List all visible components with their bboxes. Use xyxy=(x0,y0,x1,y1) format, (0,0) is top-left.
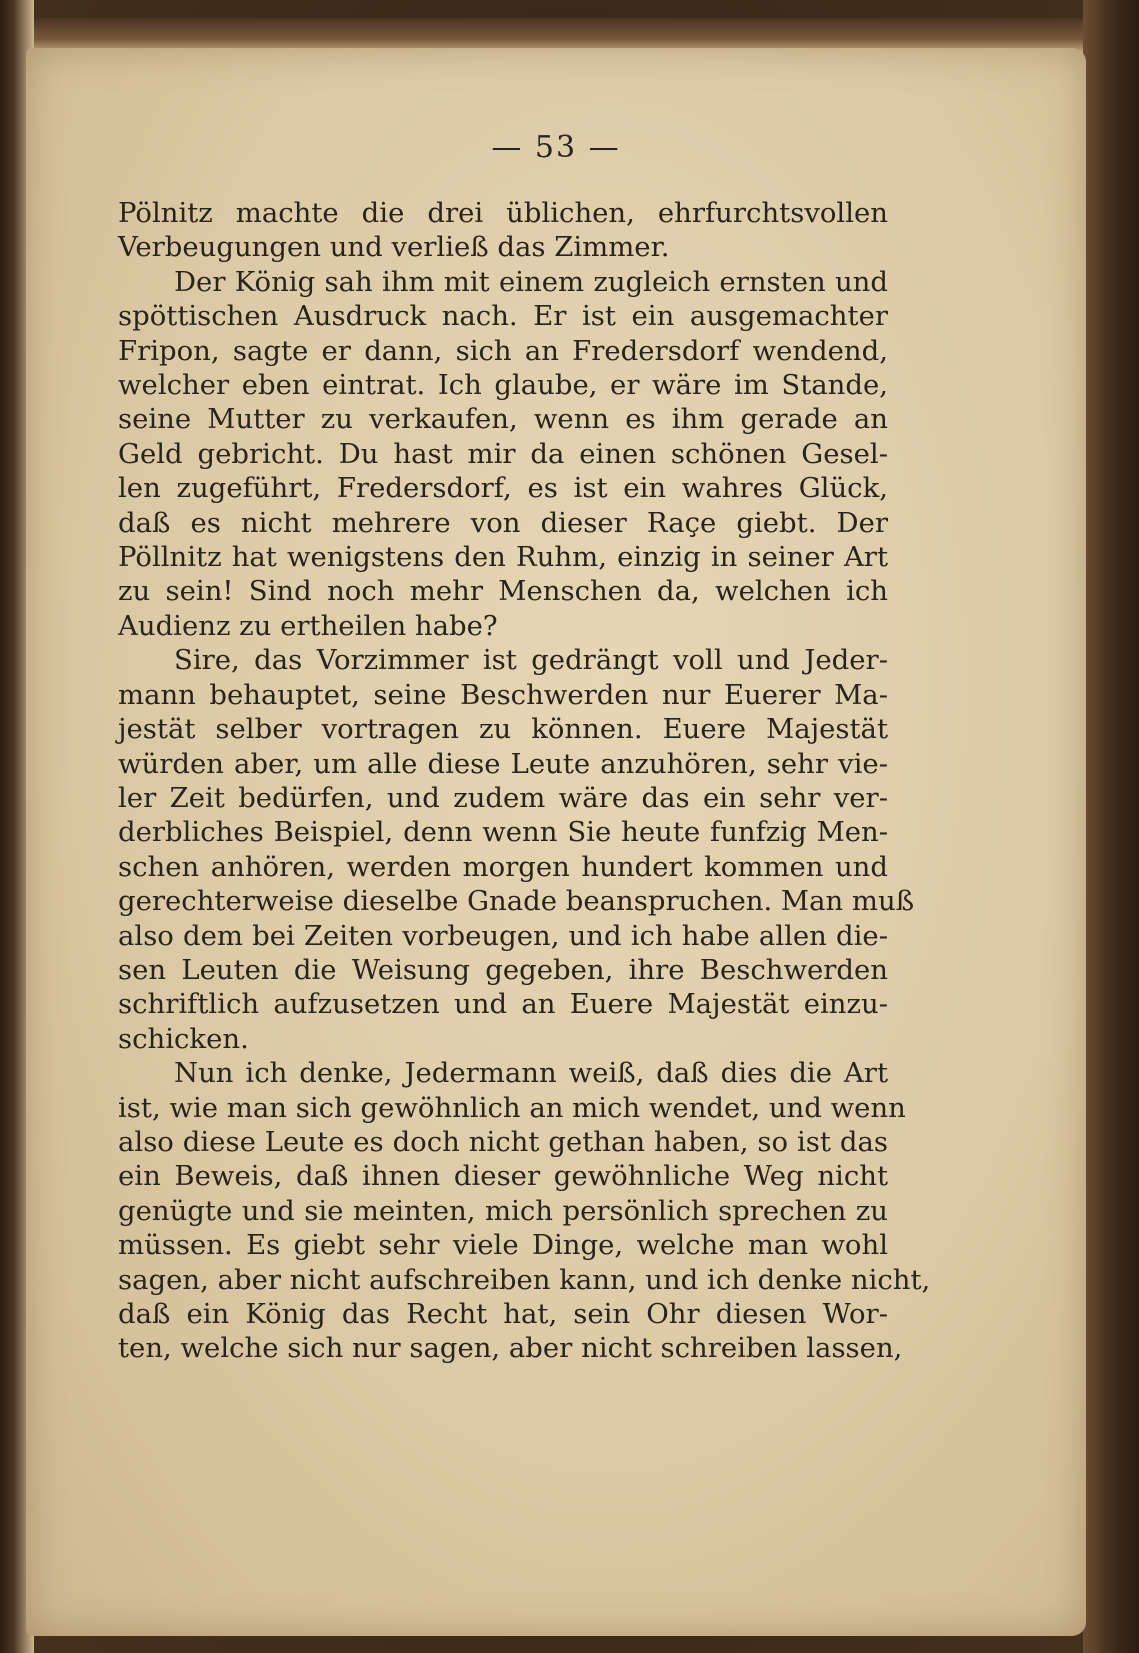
text-line: also diese Leute es doch nicht gethan haben, so ist das xyxy=(118,1125,888,1158)
text-line: genügte und sie meinten, mich persönlich sprechen zu xyxy=(118,1194,888,1227)
text-line: also dem bei Zeiten vorbeugen, und ich habe allen die- xyxy=(118,919,888,952)
page-number: — 53 — xyxy=(491,130,621,165)
book-page xyxy=(26,48,1086,1636)
text-line: Der König sah ihm mit einem zugleich ernsten und xyxy=(174,265,888,298)
text-line: seine Mutter zu verkaufen, wenn es ihm gerade an xyxy=(118,403,888,436)
text-line: spöttischen Ausdruck nach. Er ist ein ausgemachter xyxy=(118,300,888,333)
text-line: Verbeugungen und verließ das Zimmer. xyxy=(118,231,670,264)
text-line: Pölnitz machte die drei üblichen, ehrfurchtsvollen xyxy=(118,197,888,229)
text-line: len zugeführt, Fredersdorf, es ist ein wahres Glück, xyxy=(118,472,888,505)
text-line: würden aber, um alle diese Leute anzuhören, sehr vie- xyxy=(118,747,888,780)
text-line: welcher eben eintrat. Ich glaube, er wäre im Stande, xyxy=(118,369,888,402)
text-line: sagen, aber nicht aufschreiben kann, und ich denke nicht, xyxy=(118,1263,931,1296)
text-line: zu sein! Sind noch mehr Menschen da, welchen ich xyxy=(118,575,888,608)
text-line: Geld gebricht. Du hast mir da einen schönen Gesel- xyxy=(118,437,888,470)
text-line: derbliches Beispiel, denn wenn Sie heute funfzig Men- xyxy=(118,816,888,849)
text-line: schriftlich aufzusetzen und an Euere Majestät einzu- xyxy=(118,988,888,1021)
text-line: schicken. xyxy=(118,1022,249,1055)
text-line: mann behauptet, seine Beschwerden nur Euerer Ma- xyxy=(118,678,888,711)
text-line: ist, wie man sich gewöhnlich an mich wendet, und wenn xyxy=(118,1091,906,1124)
text-line: ten, welche sich nur sagen, aber nicht schreiben lassen, xyxy=(118,1332,903,1365)
text-line: müssen. Es giebt sehr viele Dinge, welche man wohl xyxy=(118,1229,888,1262)
text-line: Audienz zu ertheilen habe? xyxy=(118,609,498,642)
text-line: schen anhören, werden morgen hundert kommen und xyxy=(118,850,888,883)
text-line: gerechterweise dieselbe Gnade beanspruchen. Man muß xyxy=(118,885,915,918)
text-line: Fripon, sagte er dann, sich an Fredersdorf wendend, xyxy=(118,334,888,367)
text-line: Pöllnitz hat wenigstens den Ruhm, einzig in seiner Art xyxy=(118,541,888,574)
text-line: daß ein König das Recht hat, sein Ohr diesen Wor- xyxy=(118,1298,888,1330)
page-text xyxy=(118,196,931,1366)
text-line: ein Beweis, daß ihnen dieser gewöhnliche Weg nicht xyxy=(118,1160,888,1193)
text-line: sen Leuten die Weisung gegeben, ihre Beschwerden xyxy=(118,953,888,986)
book-cover-edge xyxy=(1083,0,1139,1653)
text-line: daß es nicht mehrere von dieser Raçe giebt. Der xyxy=(118,506,888,539)
text-line: Sire, das Vorzimmer ist gedrängt voll und Jeder- xyxy=(174,644,888,677)
text-line: Nun ich denke, Jedermann weiß, daß dies die Art xyxy=(174,1057,888,1090)
text-line: ler Zeit bedürfen, und zudem wäre das ein sehr ver- xyxy=(118,781,888,814)
text-line: jestät selber vortragen zu können. Euere Majestät xyxy=(118,713,888,746)
